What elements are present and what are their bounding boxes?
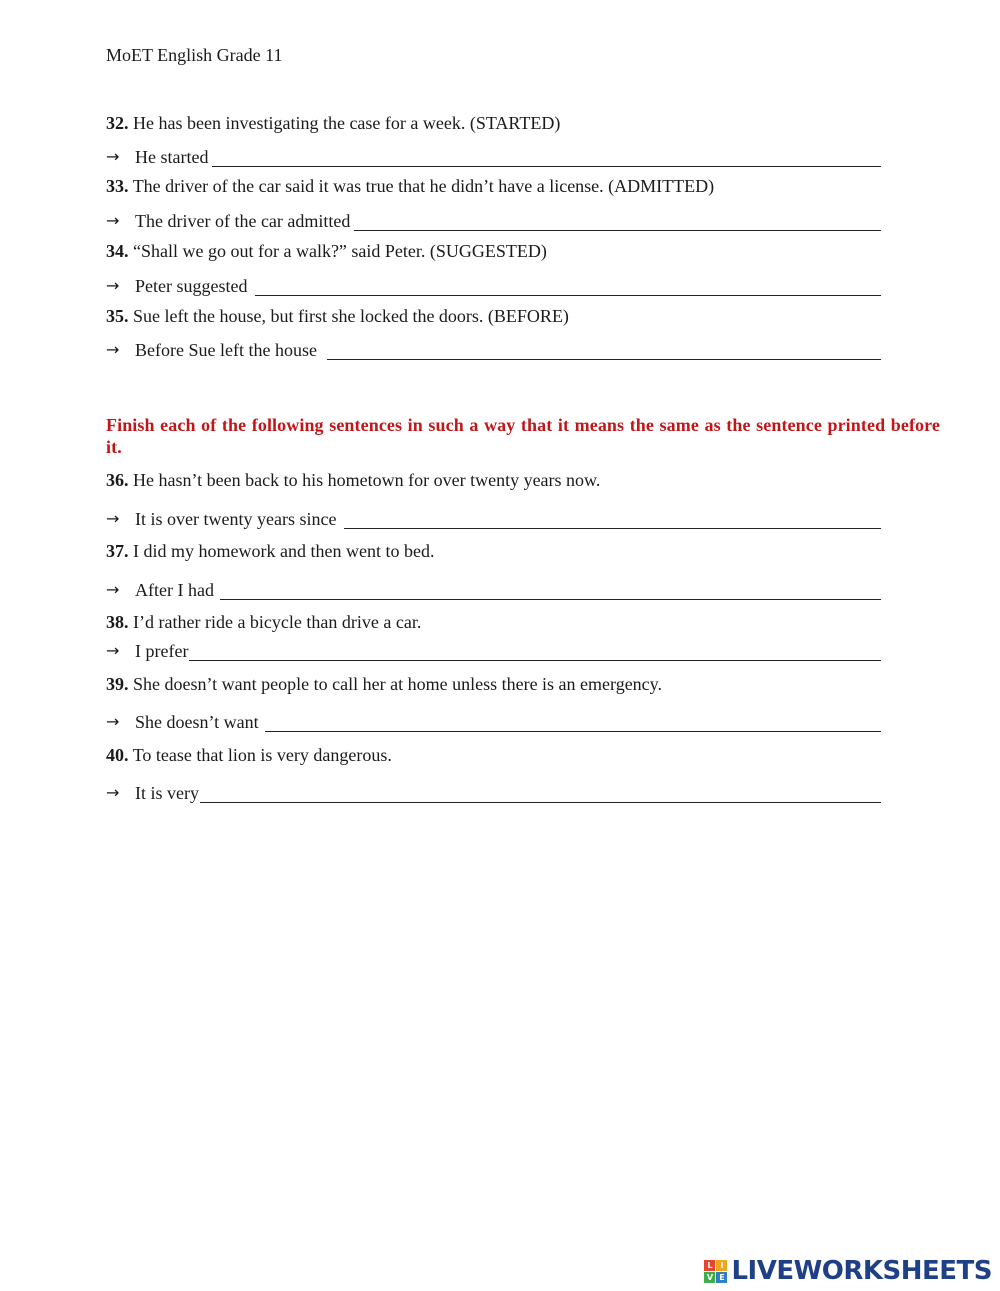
- question-number: 36.: [106, 470, 129, 490]
- question-38: [106, 612, 421, 633]
- answer-input-39[interactable]: [265, 711, 881, 732]
- question-33: [106, 176, 714, 197]
- arrow-icon: →: [106, 276, 120, 295]
- answer-stem: Peter suggested: [135, 276, 248, 296]
- answer-stem: He started: [135, 147, 209, 167]
- answer-row-32: [106, 143, 881, 167]
- logo-block: E: [716, 1272, 727, 1283]
- question-text: I’d rather ride a bicycle than drive a car.: [133, 612, 422, 632]
- answer-input-32[interactable]: [212, 146, 881, 167]
- question-37: [106, 541, 434, 562]
- answer-row-39: [106, 708, 881, 732]
- question-number: 32.: [106, 113, 129, 133]
- logo-blocks-icon: [704, 1260, 727, 1283]
- arrow-icon: →: [106, 783, 120, 802]
- logo-block: L: [704, 1260, 715, 1271]
- question-39: [106, 674, 662, 695]
- answer-row-34: [106, 272, 881, 296]
- answer-input-36[interactable]: [344, 508, 881, 529]
- answer-stem: I prefer: [135, 641, 189, 661]
- arrow-icon: →: [106, 147, 120, 166]
- arrow-icon: →: [106, 509, 120, 528]
- liveworksheets-logo: [704, 1254, 992, 1288]
- question-text: “Shall we go out for a walk?” said Peter. (SUGGESTED): [133, 241, 547, 261]
- logo-block: V: [704, 1272, 715, 1283]
- question-text: The driver of the car said it was true that he didn’t have a license. (ADMITTED): [132, 176, 715, 196]
- arrow-icon: →: [106, 641, 120, 660]
- answer-stem: The driver of the car admitted: [135, 211, 351, 231]
- question-text: I did my homework and then went to bed.: [133, 541, 435, 561]
- question-number: 34.: [106, 241, 129, 261]
- answer-stem: It is over twenty years since: [135, 509, 337, 529]
- question-number: 39.: [106, 674, 129, 694]
- answer-input-33[interactable]: [354, 210, 881, 231]
- arrow-icon: →: [106, 211, 120, 230]
- question-text: He hasn’t been back to his hometown for over twenty years now.: [133, 470, 601, 490]
- question-number: 40.: [106, 745, 129, 765]
- answer-stem: She doesn’t want: [135, 712, 259, 732]
- question-36: [106, 470, 600, 491]
- answer-input-40[interactable]: [200, 782, 881, 803]
- answer-row-37: [106, 576, 881, 600]
- answer-stem: It is very: [135, 783, 199, 803]
- question-number: 38.: [106, 612, 129, 632]
- answer-stem: After I had: [135, 580, 214, 600]
- answer-row-36: [106, 505, 881, 529]
- answer-input-35[interactable]: [327, 339, 881, 360]
- answer-row-33: [106, 207, 881, 231]
- question-32: [106, 113, 560, 134]
- arrow-icon: →: [106, 580, 120, 599]
- question-number: 35.: [106, 306, 129, 326]
- question-number: 37.: [106, 541, 129, 561]
- answer-input-34[interactable]: [255, 275, 881, 296]
- logo-block: I: [716, 1260, 727, 1271]
- question-number: 33.: [106, 176, 129, 196]
- question-text: She doesn’t want people to call her at home unless there is an emergency.: [133, 674, 663, 694]
- question-40: [106, 745, 392, 766]
- question-34: [106, 241, 547, 262]
- logo-text: LIVEWORKSHEETS: [731, 1256, 992, 1286]
- question-35: [106, 306, 569, 327]
- section-instruction: Finish each of the following sentences in such a way that it means the same as the sentence printed before it.: [106, 415, 940, 457]
- answer-input-38[interactable]: [189, 640, 881, 661]
- question-text: He has been investigating the case for a week. (STARTED): [133, 113, 561, 133]
- question-text: Sue left the house, but first she locked the doors. (BEFORE): [133, 306, 569, 326]
- answer-row-38: [106, 637, 881, 661]
- answer-row-35: [106, 336, 881, 360]
- answer-row-40: [106, 779, 881, 803]
- answer-input-37[interactable]: [220, 579, 881, 600]
- arrow-icon: →: [106, 340, 120, 359]
- page-header: MoET English Grade 11: [106, 45, 283, 65]
- question-text: To tease that lion is very dangerous.: [132, 745, 392, 765]
- arrow-icon: →: [106, 712, 120, 731]
- answer-stem: Before Sue left the house: [135, 340, 317, 360]
